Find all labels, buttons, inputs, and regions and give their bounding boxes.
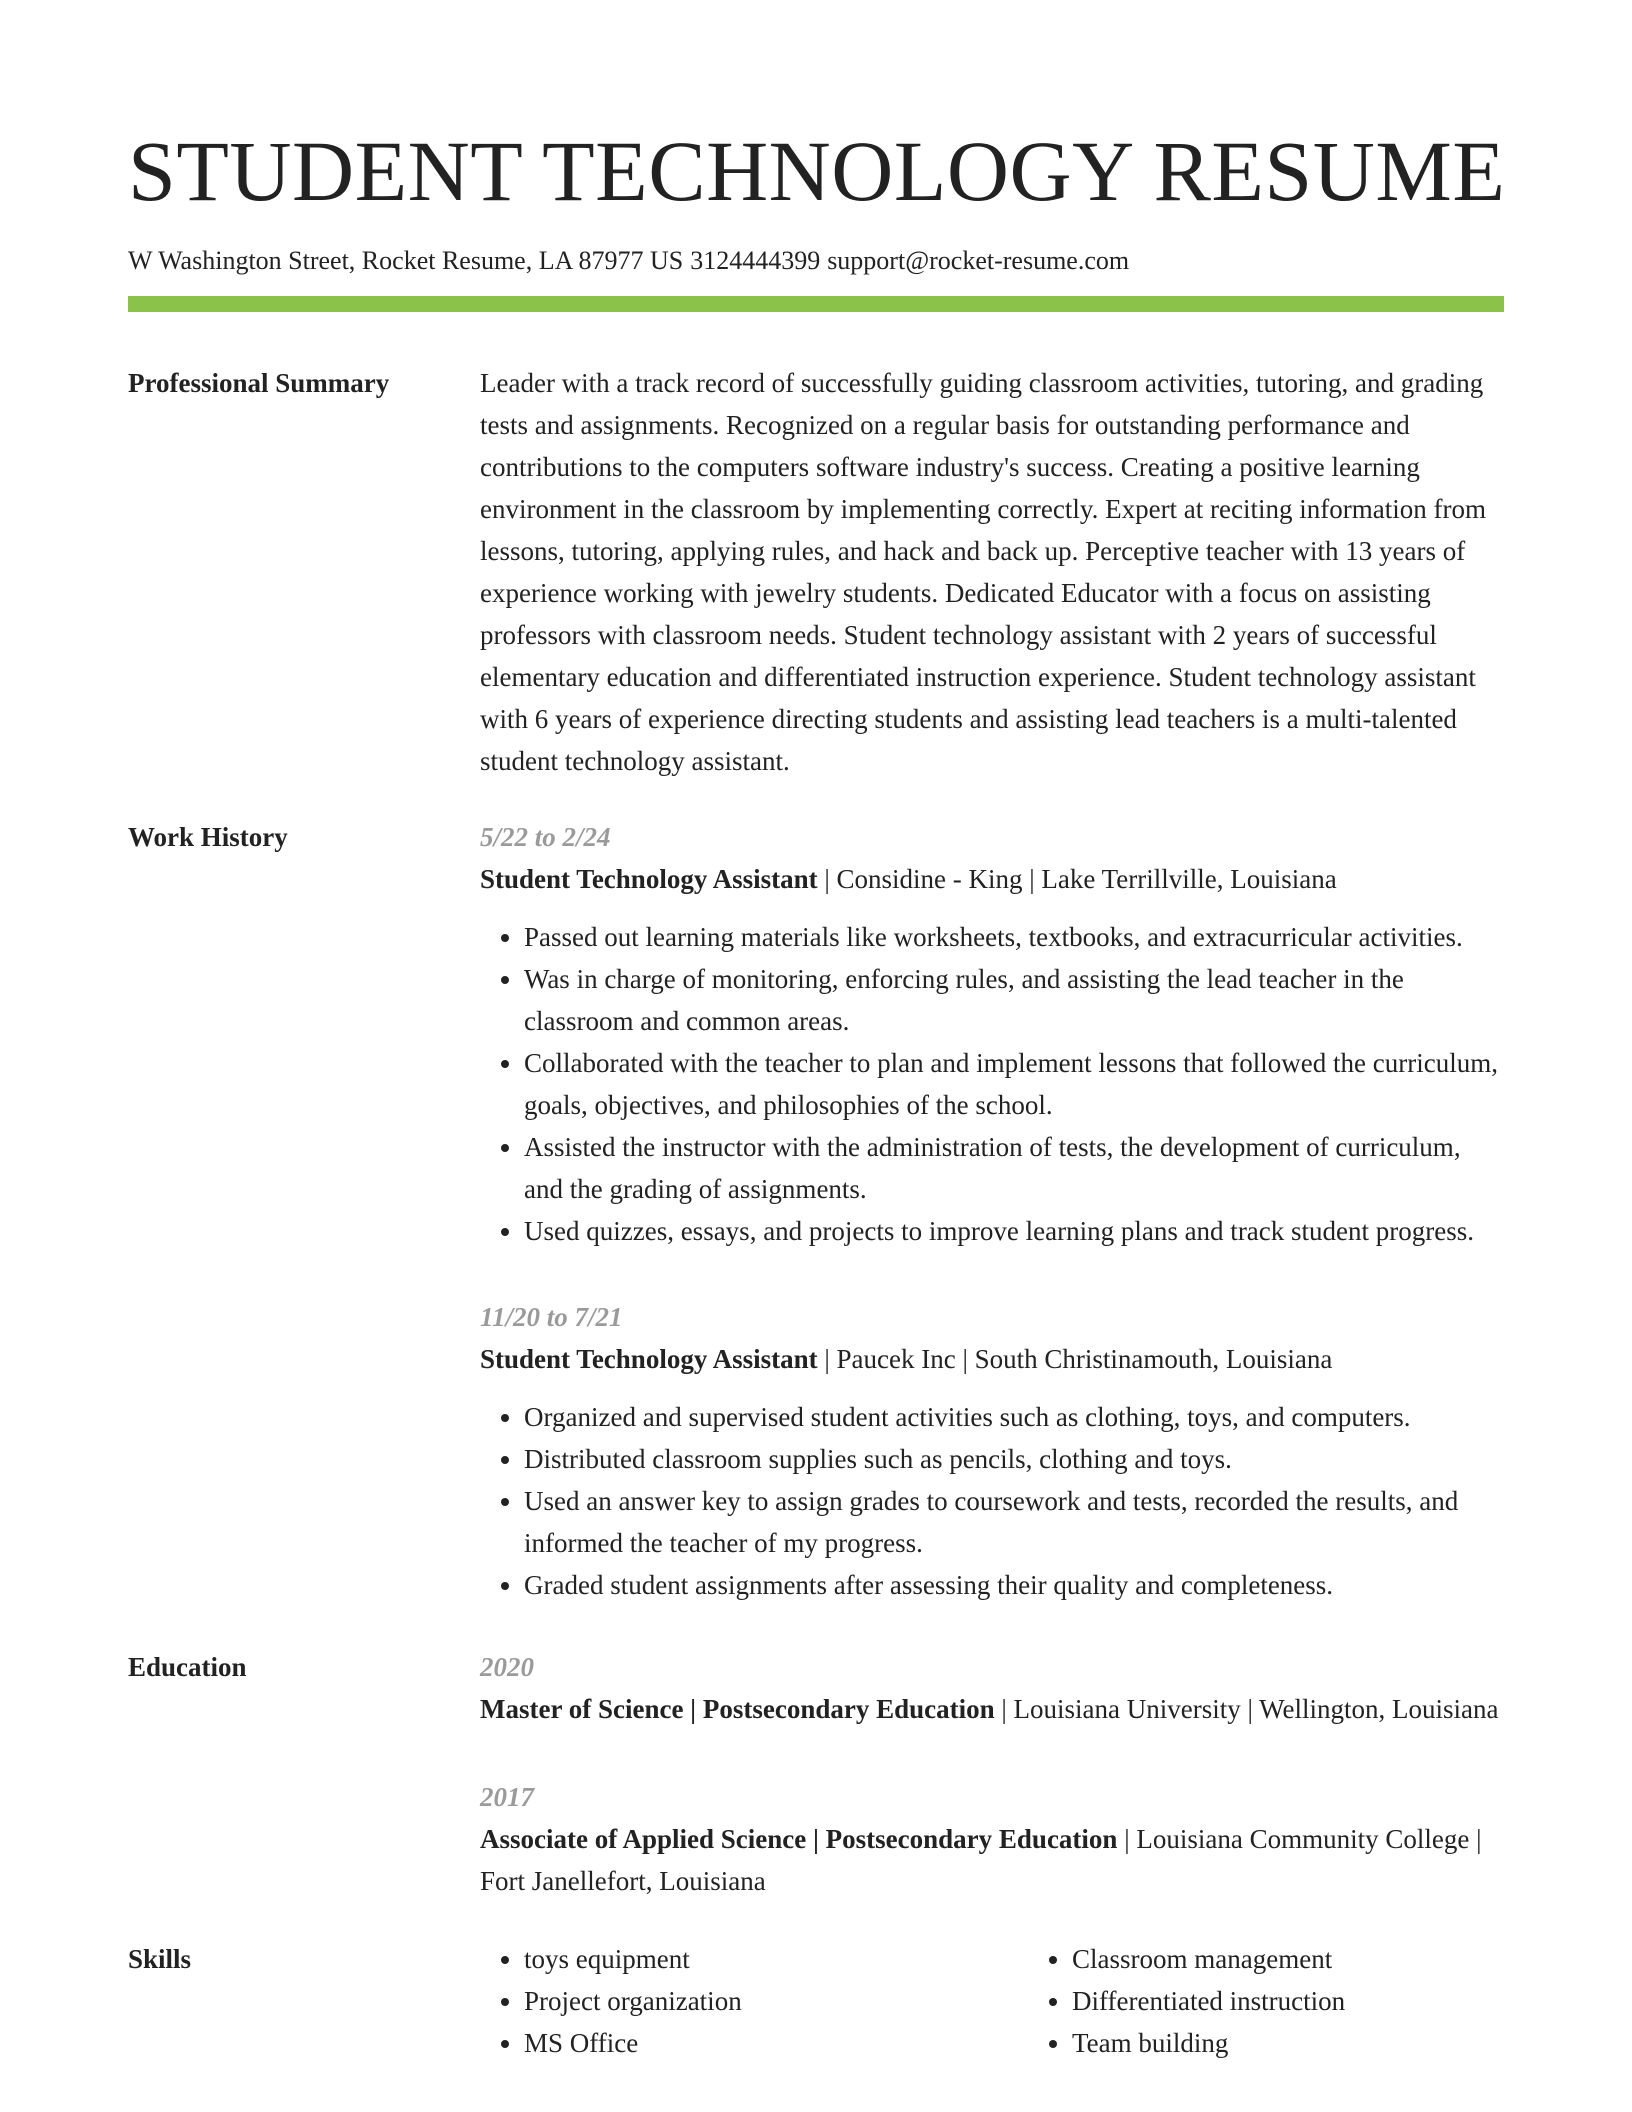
skill-item: • Classroom management — [1072, 1938, 1532, 1980]
education-year: 2017 — [480, 1782, 534, 1812]
job-details: | Paucek Inc | South Christinamouth, Louisiana — [817, 1344, 1333, 1374]
accent-divider — [128, 296, 1504, 312]
education-entry — [480, 1646, 1504, 1730]
skill-item: • Team building — [1072, 2022, 1532, 2064]
resume-page — [128, 0, 1504, 2064]
job-heading — [480, 1338, 1504, 1380]
education-details: | Louisiana Community College | Fort Janellefort, Louisiana — [480, 1824, 1482, 1896]
list-item: • Used quizzes, essays, and projects to improve learning plans and track student progress. — [524, 1210, 1504, 1252]
education-section — [128, 1646, 1504, 1902]
education-heading — [480, 1818, 1504, 1902]
skill-item: • toys equipment — [524, 1938, 984, 1980]
job-title: Student Technology Assistant — [480, 864, 818, 894]
skills-section — [128, 1938, 1504, 2064]
summary-section — [128, 362, 1504, 782]
job-heading — [480, 858, 1504, 900]
resume-title: STUDENT TECHNOLOGY RESUME — [128, 123, 1506, 219]
contact-email: support@rocket-resume.com — [827, 246, 1130, 275]
section-heading: Work History — [128, 822, 288, 852]
job-details: | Considine - King | Lake Terrillville, Louisiana — [817, 864, 1337, 894]
job-entry — [480, 1296, 1504, 1606]
job-dates: 11/20 to 7/21 — [480, 1302, 623, 1332]
list-item: • Organized and supervised student activities such as clothing, toys, and computers. — [524, 1396, 1504, 1438]
education-body — [480, 1646, 1504, 1902]
section-heading: Skills — [128, 1944, 192, 1974]
list-item: • Assisted the instructor with the administration of tests, the development of curriculum, and the grading of assignments. — [524, 1126, 1504, 1210]
skills-body — [480, 1938, 1532, 2064]
education-year: 2020 — [480, 1652, 534, 1682]
work-history-section — [128, 816, 1504, 1606]
list-item: • Was in charge of monitoring, enforcing rules, and assisting the lead teacher in the classroom and common areas. — [524, 958, 1504, 1042]
list-item: • Passed out learning materials like worksheets, textbooks, and extracurricular activities. — [524, 916, 1504, 958]
job-dates: 5/22 to 2/24 — [480, 822, 611, 852]
education-heading — [480, 1688, 1504, 1730]
skills-column-2 — [1028, 1938, 1532, 2064]
job-title: Student Technology Assistant — [480, 1344, 818, 1374]
contact-address: W Washington Street, Rocket Resume, LA 87977 US — [128, 246, 684, 275]
section-heading: Professional Summary — [128, 368, 390, 398]
job-entry — [480, 816, 1504, 1252]
degree-title: Master of Science | Postsecondary Education — [480, 1694, 995, 1724]
summary-text: Leader with a track record of successfully guiding classroom activities, tutoring, and grading tests and assignments. Recognized on a regular basis for outstanding performance and contributions to the computers software industry's success. Creating a positive learning environment in the classroom by implementing correctly. Expert at reciting information from lessons, tutoring, applying rules, and hack and back up. Perceptive teacher with 13 years of experience working with jewelry students. Dedicated Educator with a focus on assisting professors with classroom needs. Student technology assistant with 2 years of successful elementary education and differentiated instruction experience. Student technology assistant with 6 years of experience directing students and assisting lead teachers is a multi-talented student technology assistant. — [480, 368, 1486, 776]
skills-column-1 — [480, 1938, 984, 2064]
degree-title: Associate of Applied Science | Postsecondary Education — [480, 1824, 1118, 1854]
section-heading: Education — [128, 1652, 247, 1682]
list-item: • Used an answer key to assign grades to coursework and tests, recorded the results, and informed the teacher of my progress. — [524, 1480, 1504, 1564]
skill-item: • MS Office — [524, 2022, 984, 2064]
list-item: • Graded student assignments after assessing their quality and completeness. — [524, 1564, 1504, 1606]
list-item: • Distributed classroom supplies such as pencils, clothing and toys. — [524, 1438, 1504, 1480]
education-details: | Louisiana University | Wellington, Louisiana — [994, 1694, 1499, 1724]
skill-item: • Differentiated instruction — [1072, 1980, 1532, 2022]
contact-line — [128, 244, 1504, 278]
job-bullets — [480, 916, 1504, 1252]
education-entry — [480, 1776, 1504, 1902]
contact-phone: 3124444399 — [690, 246, 821, 275]
skill-item: • Project organization — [524, 1980, 984, 2022]
list-item: • Collaborated with the teacher to plan and implement lessons that followed the curriculum, goals, objectives, and philosophies of the school. — [524, 1042, 1504, 1126]
job-bullets — [480, 1396, 1504, 1606]
work-history-body — [480, 816, 1504, 1606]
